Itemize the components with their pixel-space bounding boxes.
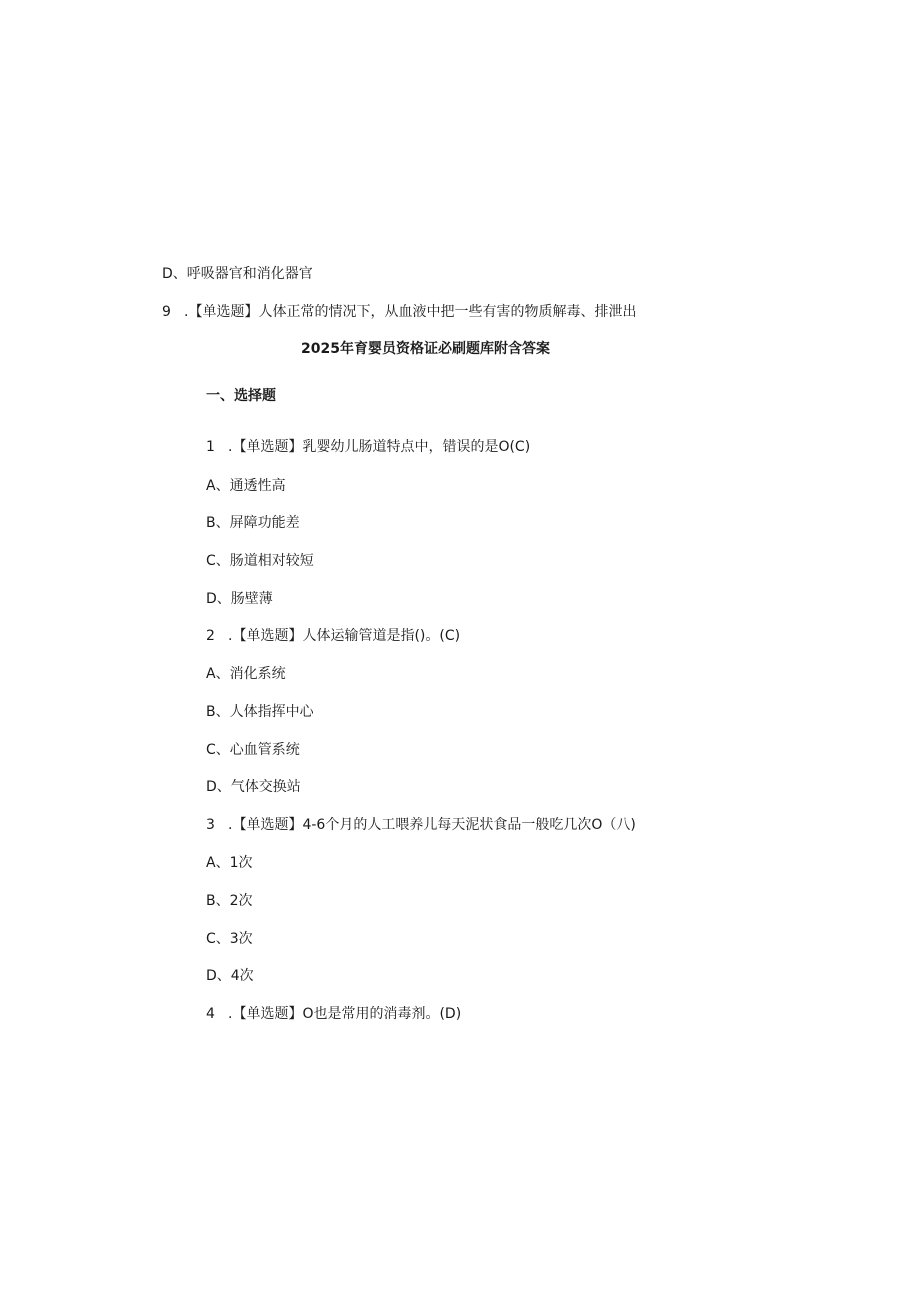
question-number: 1: [206, 439, 215, 455]
document-title: 2025年育婴员资格证必刷题库附含答案: [301, 341, 550, 357]
option-d: D、肠壁薄: [206, 591, 273, 607]
option-a: A、1次: [206, 855, 253, 871]
option-a: A、通透性高: [206, 478, 286, 494]
question-number: 3: [206, 817, 215, 833]
option-d: D、气体交换站: [206, 779, 301, 795]
question-1: [206, 437, 530, 457]
question-2: [206, 626, 460, 646]
question-number: 4: [206, 1006, 215, 1022]
option-c: C、3次: [206, 931, 253, 947]
question-text: .【单选题】4-6个月的人工喂养儿每天泥状食品一般吃几次O（八): [228, 817, 636, 833]
option-d: D、4次: [206, 968, 254, 984]
section-heading: 一、选择题: [206, 388, 276, 404]
option-c: C、肠道相对较短: [206, 553, 314, 569]
question-number: 9: [162, 304, 171, 320]
question-text: .【单选题】O也是常用的消毒剂。(D): [228, 1006, 462, 1022]
option-b: B、屏障功能差: [206, 515, 300, 531]
option-a: A、消化系统: [206, 666, 286, 682]
option-c: C、心血管系统: [206, 742, 300, 758]
question-text: .【单选题】人体运输管道是指()。(C): [228, 628, 461, 644]
question-9: [162, 302, 636, 322]
prev-option-d: D、呼吸器官和消化器官: [162, 266, 313, 282]
question-4: [206, 1004, 461, 1024]
question-number: 2: [206, 628, 215, 644]
question-text: .【单选题】人体正常的情况下，从血液中把一些有害的物质解毒、排泄出: [184, 304, 637, 320]
question-text: .【单选题】乳婴幼儿肠道特点中，错误的是O(C): [228, 439, 531, 455]
option-b: B、人体指挥中心: [206, 704, 314, 720]
question-3: [206, 815, 636, 835]
option-b: B、2次: [206, 893, 253, 909]
